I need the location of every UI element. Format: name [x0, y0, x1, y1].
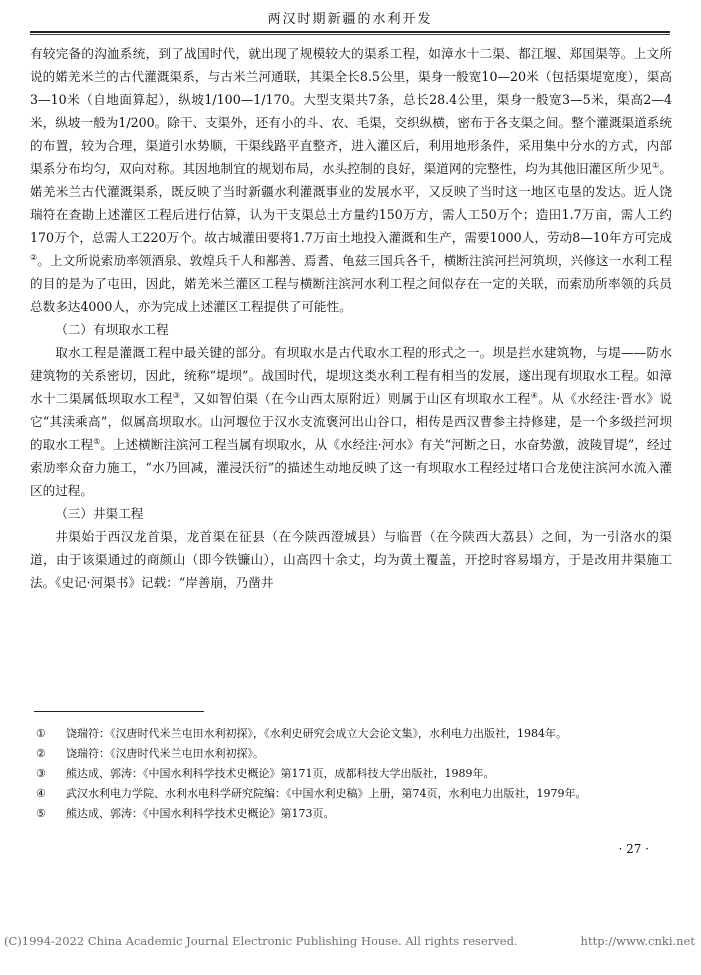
- footnote-text: 饶瑞符：《汉唐时代米兰屯田水利初探》，《水利史研究会成立大会论文集》，水利电力出版社，1984年。: [66, 727, 567, 740]
- footnote-mark: ⑤: [36, 807, 46, 820]
- footnote-mark: ②: [36, 747, 46, 760]
- paragraph-1: [30, 42, 672, 318]
- footnotes: [36, 724, 676, 824]
- footnote-text: 熊达成、郭涛：《中国水利科学技术史概论》第173页。: [66, 807, 335, 820]
- cnki-link[interactable]: http://www.cnki.net: [580, 934, 695, 948]
- header-rule: [30, 34, 670, 35]
- paragraph-3: 井渠始于西汉龙首渠，龙首渠在征县（在今陕西澄城县）与临晋（在今陕西大荔县）之间，为一引洛水的渠道，由于该渠通过的商颜山（即今铁镰山），山高四十余丈，均为黄土覆盖，开挖时容易塌方，于是改用井渠施工法。《史记·河渠书》记载：“岸善崩，乃凿井: [30, 529, 672, 590]
- section-heading-3: （三）井渠工程: [55, 506, 144, 521]
- footnote-ref-1[interactable]: ①: [652, 160, 660, 170]
- page-number: · 27 ·: [618, 842, 649, 856]
- paragraph-text: 。从《水经注·晋水》说它“其渎乘高”，似属高坝取水。山河堰位于汉水支流褒河出山谷口，相传是西汉曹参主持修建，是一个多级拦河坝的取水工程: [30, 391, 673, 452]
- footnote-text: 武汉水利电力学院、水利水电科学研究院编：《中国水利史稿》上册，第74页，水利电力出版社，1979年。: [66, 787, 587, 800]
- footnote-text: 熊达成、郭涛：《中国水利科学技术史概论》第171页，成都科技大学出版社，1989年。: [66, 767, 495, 780]
- footnote-mark: ③: [36, 767, 46, 780]
- section-heading-2: （二）有坝取水工程: [55, 322, 169, 337]
- paragraph-text: 有较完备的沟洫系统，到了战国时代，就出现了规模较大的渠系工程，如漳水十二渠、都江堰、郑国渠等。上文所说的婼羌米兰的古代灌溉渠系，与古米兰河通联，其渠全长8.5公里，渠身一般宽10—20米（包括渠堤宽度），渠高3—10米（自地面算起），纵坡1/100—1/170。大型支渠共7条，总长28.4公里，渠身一般宽3—5米，渠高2—4米，纵坡一般为1/200。除干、支渠外，还有小的斗、农、毛渠，交织纵横，密布于各支渠之间。整个灌溉渠道系统的布置，较为合理，渠道引水势顺，干渠线路平直整齐，进入灌区后，利用地形条件，采用集中分水的方式，内部渠系分布均匀，双向对称。其因地制宜的规划布局，水头控制的良好，渠道网的完整性，均为其他旧灌区所少见: [30, 46, 672, 176]
- footnote-item: [36, 784, 676, 804]
- footnote-rule: [34, 711, 204, 712]
- footnote-item: [36, 744, 676, 764]
- paragraph-text: 取水工程是灌溉工程中最关键的部分。有坝取水是古代取水工程的形式之一。坝是拦水建筑物，与堤——防水建筑物的关系密切，因此，统称“堤坝”。战国时代，堤坝这类水利工程有相当的发展，遂出现有坝取水工程。如漳水十二渠属低坝取水工程: [30, 345, 672, 406]
- copyright-text: (C)1994-2022 China Academic Journal Electronic Publishing House. All rights reserved.: [4, 934, 518, 948]
- running-header: 两汉时期新疆的水利开发: [30, 8, 670, 33]
- paragraph-text: 。上文所说索劢率领酒泉、敦煌兵千人和鄯善、焉耆、龟兹三国兵各千，横断注滨河拦河筑坝，兴修这一水利工程的目的是为了屯田，因此，婼羌米兰灌区工程与横断注滨河水利工程之间似存在一定的关联，而索劢所率领的兵员总数多达4000人，亦为完成上述灌区工程提供了可能性。: [30, 253, 673, 314]
- footnote-mark: ①: [36, 727, 46, 740]
- main-text: [30, 42, 672, 594]
- footnote-mark: ④: [36, 787, 46, 800]
- paragraph-text: 。上述横断注滨河工程当属有坝取水，从《水经注·河水》有关“河断之日，水奋势激，波陵冒堤”，经过索劢率众奋力施工，“水乃回减，灌浸沃衍”的描述生动地反映了这一有坝取水工程经过堵口合龙使注滨河水流入灌区的过程。: [30, 437, 673, 498]
- footnote-ref-5[interactable]: ⑤: [93, 436, 101, 446]
- footnote-ref-3[interactable]: ③: [172, 390, 181, 400]
- paragraph-text: ，又如智伯渠（在今山西太原附近）则属于山区有坝取水工程: [180, 391, 531, 406]
- paragraph-2: [30, 341, 672, 502]
- footnote-item: [36, 764, 676, 784]
- footnote-item: [36, 724, 676, 744]
- paragraph-text: 。婼羌米兰古代灌溉渠系，既反映了当时新疆水利灌溉事业的发展水平，又反映了当时这一地区屯垦的发达。近人饶瑞符在查勘上述灌区工程后进行估算，认为干支渠总土方量约150万方，需人工50万个；造田1.7万亩，需人工约170万个，总需人工220万个。故古城灌田要将1.7万亩土地投入灌溉和生产，需要1000人，劳动8—10年方可完成: [30, 161, 673, 245]
- footnote-item: [36, 804, 676, 824]
- footnote-ref-4[interactable]: ④: [530, 390, 539, 400]
- footnote-ref-2[interactable]: ②: [30, 252, 38, 262]
- footnote-text: 饶瑞符：《汉唐时代米兰屯田水利初探》。: [66, 747, 264, 760]
